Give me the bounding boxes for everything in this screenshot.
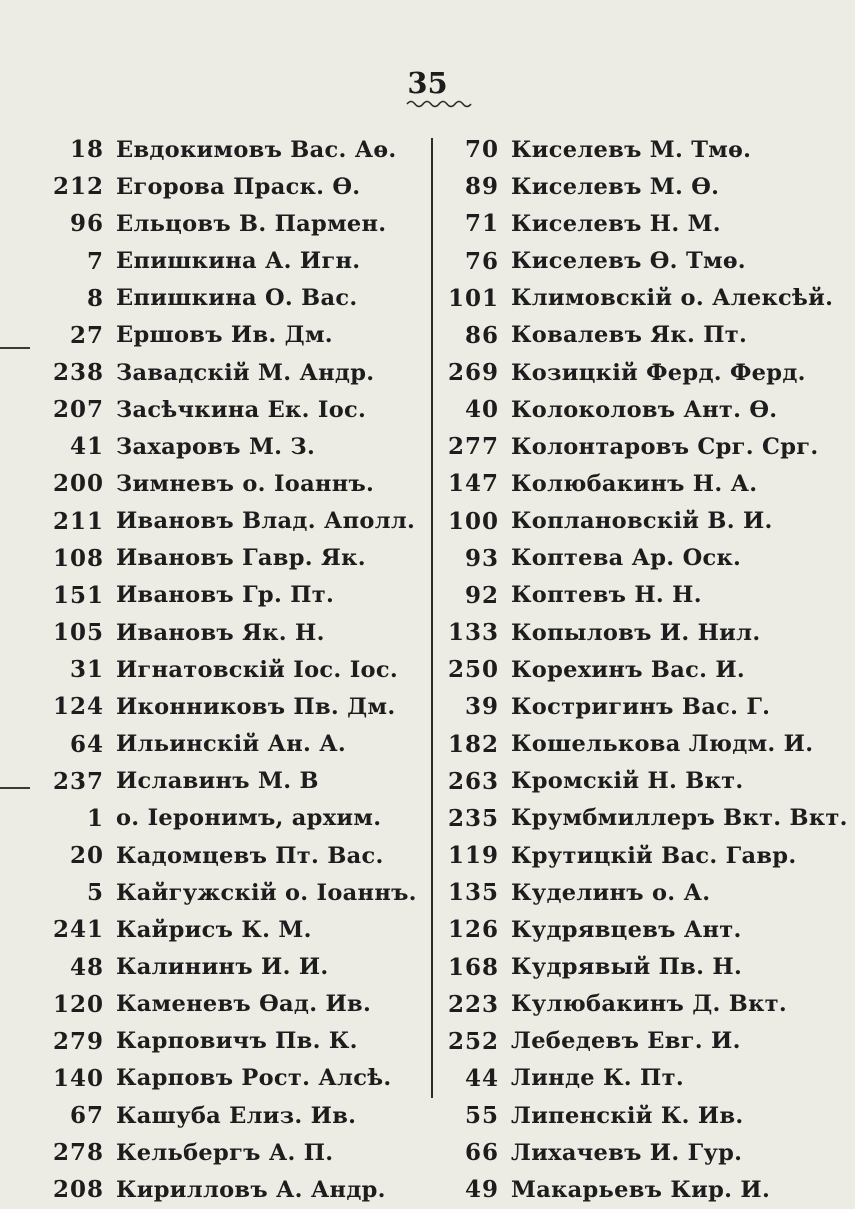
entry-number: 55 (464, 1102, 499, 1130)
list-item (0, 837, 428, 874)
entry-number: 39 (464, 693, 499, 721)
entry-number: 89 (464, 173, 499, 201)
entry-number: 31 (69, 656, 104, 684)
entry-name: Ершовъ Ив. Дм. (116, 322, 333, 349)
entry-name: Иконниковъ Пв. Дм. (116, 693, 396, 720)
list-item (0, 688, 428, 725)
entry-name: Зимневъ о. Іоаннъ. (116, 470, 375, 497)
entry-name: Копыловъ И. Нил. (511, 619, 761, 646)
entry-name: Коптева Ар. Оск. (511, 545, 742, 572)
entry-number: 208 (52, 1176, 104, 1204)
list-item (436, 651, 855, 688)
entry-name: Ивановъ Гр. Пт. (116, 582, 335, 609)
entry-number: 40 (464, 396, 499, 424)
entry-name: Лебедевъ Евг. И. (511, 1028, 741, 1055)
entry-number: 49 (464, 1176, 499, 1204)
entry-name: Ивановъ Як. Н. (116, 619, 325, 646)
entry-number: 252 (447, 1027, 499, 1055)
list-item (0, 354, 428, 391)
entry-number: 126 (447, 916, 499, 944)
entry-name: Крутицкій Вас. Гавр. (511, 842, 797, 869)
list-item (0, 391, 428, 428)
list-item (436, 614, 855, 651)
entry-number: 238 (52, 359, 104, 387)
entry-number: 64 (69, 730, 104, 758)
entry-name: Кошелькова Людм. И. (511, 731, 814, 758)
entry-number: 66 (464, 1139, 499, 1167)
entry-name: Захаровъ М. З. (116, 433, 316, 460)
list-item (436, 280, 855, 317)
entry-number: 120 (52, 990, 104, 1018)
entry-name: Кудрявый Пв. Н. (511, 954, 743, 981)
list-item (0, 428, 428, 465)
entry-number: 108 (52, 544, 104, 572)
list-item (0, 503, 428, 540)
entry-number: 1 (86, 804, 104, 832)
entry-name: Ивановъ Влад. Аполл. (116, 508, 416, 535)
entry-number: 18 (69, 136, 104, 164)
list-item (436, 726, 855, 763)
entry-name: Лихачевъ И. Гур. (511, 1139, 743, 1166)
entry-number: 27 (69, 321, 104, 349)
list-item (436, 168, 855, 205)
list-item (0, 1023, 428, 1060)
list-item (0, 131, 428, 168)
entry-number: 237 (52, 767, 104, 795)
entry-name: Иславинъ М. В (116, 768, 319, 795)
entry-number: 44 (464, 1064, 499, 1092)
list-item (0, 614, 428, 651)
list-item (0, 1060, 428, 1097)
list-item (436, 540, 855, 577)
entry-name: Колонтаровъ Срг. Срг. (511, 433, 819, 460)
entry-name: Ивановъ Гавр. Як. (116, 545, 366, 572)
entry-name: Ильинскій Ан. А. (116, 731, 346, 758)
list-item (436, 428, 855, 465)
list-item (436, 354, 855, 391)
entry-number: 151 (52, 581, 104, 609)
ornament-divider (406, 98, 472, 110)
page-number: 35 (407, 66, 448, 100)
list-item (436, 837, 855, 874)
entry-name: Карповичъ Пв. К. (116, 1028, 358, 1055)
list-item (0, 540, 428, 577)
entry-number: 71 (464, 210, 499, 238)
entry-number: 124 (52, 693, 104, 721)
list-item (0, 242, 428, 279)
list-item (436, 948, 855, 985)
list-item (436, 1097, 855, 1134)
entry-name: Макарьевъ Кир. И. (511, 1176, 771, 1203)
list-item (436, 242, 855, 279)
list-item (0, 280, 428, 317)
entry-number: 93 (464, 544, 499, 572)
entry-name: Коплановскій В. И. (511, 508, 773, 535)
entry-number: 7 (86, 247, 104, 275)
entry-name: Колюбакинъ Н. А. (511, 470, 758, 497)
column-divider (431, 138, 433, 1098)
list-item (436, 986, 855, 1023)
entry-name: Киселевъ Ѳ. Тмѳ. (511, 248, 746, 275)
list-item (0, 948, 428, 985)
entry-name: Кирилловъ А. Андр. (116, 1176, 386, 1203)
entry-number: 279 (52, 1027, 104, 1055)
list-item (436, 763, 855, 800)
entry-number: 269 (447, 359, 499, 387)
entry-name: Карповъ Рост. Алсѣ. (116, 1065, 392, 1092)
list-item (0, 1134, 428, 1171)
entry-name: Епишкина А. Игн. (116, 248, 361, 275)
entry-number: 147 (447, 470, 499, 498)
entry-name: Кадомцевъ Пт. Вас. (116, 842, 384, 869)
list-item (0, 986, 428, 1023)
entry-number: 100 (447, 507, 499, 535)
entry-name: Линде К. Пт. (511, 1065, 684, 1092)
entry-name: Куделинъ о. А. (511, 879, 711, 906)
entry-number: 182 (447, 730, 499, 758)
entry-name: Липенскій К. Ив. (511, 1102, 744, 1129)
entry-name: Калининъ И. И. (116, 954, 329, 981)
entry-name: Евдокимовъ Вас. Аѳ. (116, 136, 397, 163)
list-item (436, 1023, 855, 1060)
entry-name: Кулюбакинъ Д. Вкт. (511, 991, 788, 1018)
entry-number: 5 (86, 879, 104, 907)
list-item (436, 131, 855, 168)
entry-number: 140 (52, 1064, 104, 1092)
list-item (0, 168, 428, 205)
entry-number: 277 (447, 433, 499, 461)
list-item (0, 1097, 428, 1134)
list-item (436, 577, 855, 614)
list-item (436, 688, 855, 725)
list-item (0, 577, 428, 614)
entry-name: Кашуба Елиз. Ив. (116, 1102, 357, 1129)
list-item (436, 1134, 855, 1171)
entry-number: 133 (447, 619, 499, 647)
entry-number: 207 (52, 396, 104, 424)
entry-name: Климовскій о. Алексѣй. (511, 285, 834, 312)
entry-number: 86 (464, 321, 499, 349)
entry-number: 263 (447, 767, 499, 795)
entry-number: 8 (86, 284, 104, 312)
entry-number: 105 (52, 619, 104, 647)
entry-number: 223 (447, 990, 499, 1018)
entry-number: 241 (52, 916, 104, 944)
entry-number: 168 (447, 953, 499, 981)
list-item (436, 317, 855, 354)
entry-name: Засѣчкина Ек. Іос. (116, 396, 367, 423)
entry-name: о. Іеронимъ, архим. (116, 805, 382, 832)
entry-name: Епишкина О. Вас. (116, 285, 358, 312)
entry-number: 250 (447, 656, 499, 684)
entry-name: Колоколовъ Ант. Ѳ. (511, 396, 778, 423)
right-column (436, 131, 855, 1209)
list-item (0, 465, 428, 502)
entry-name: Кайгужскій о. Іоаннъ. (116, 879, 417, 906)
list-item (0, 651, 428, 688)
list-item (0, 726, 428, 763)
entry-number: 278 (52, 1139, 104, 1167)
list-item (436, 1060, 855, 1097)
entry-name: Кудрявцевъ Ант. (511, 916, 742, 943)
entry-number: 48 (69, 953, 104, 981)
entry-name: Кельбергъ А. П. (116, 1139, 334, 1166)
list-item (0, 205, 428, 242)
entry-name: Завадскій М. Андр. (116, 359, 375, 386)
entry-number: 235 (447, 804, 499, 832)
entry-number: 20 (69, 842, 104, 870)
list-item (0, 800, 428, 837)
list-item (436, 503, 855, 540)
list-item (436, 800, 855, 837)
entry-name: Егорова Праск. Ѳ. (116, 173, 361, 200)
list-item (436, 391, 855, 428)
entry-name: Кайрисъ К. М. (116, 916, 312, 943)
entry-number: 96 (69, 210, 104, 238)
entry-name: Корехинъ Вас. И. (511, 656, 746, 683)
entry-name: Каменевъ Ѳад. Ив. (116, 991, 372, 1018)
list-item (0, 317, 428, 354)
entry-name: Козицкій Ферд. Ферд. (511, 359, 806, 386)
entry-name: Крумбмиллеръ Вкт. Вкт. (511, 805, 848, 832)
entry-number: 101 (447, 284, 499, 312)
entry-number: 212 (52, 173, 104, 201)
list-item (0, 763, 428, 800)
list-item (436, 911, 855, 948)
list-item (436, 1171, 855, 1208)
entry-name: Киселевъ Н. М. (511, 210, 721, 237)
list-item (436, 465, 855, 502)
entry-name: Коптевъ Н. Н. (511, 582, 702, 609)
entry-number: 119 (447, 842, 499, 870)
entry-number: 92 (464, 581, 499, 609)
entry-number: 70 (464, 136, 499, 164)
entry-name: Игнатовскій Іос. Іос. (116, 656, 398, 683)
entry-number: 67 (69, 1102, 104, 1130)
entry-name: Ельцовъ В. Пармен. (116, 210, 387, 237)
list-item (436, 874, 855, 911)
entry-name: Кромскій Н. Вкт. (511, 768, 744, 795)
list-item (436, 205, 855, 242)
list-item (0, 911, 428, 948)
list-item (0, 874, 428, 911)
entry-number: 41 (69, 433, 104, 461)
entry-number: 200 (52, 470, 104, 498)
entry-number: 135 (447, 879, 499, 907)
left-column (0, 131, 428, 1209)
entry-number: 76 (464, 247, 499, 275)
entry-name: Костригинъ Вас. Г. (511, 693, 771, 720)
entry-name: Киселевъ М. Тмѳ. (511, 136, 752, 163)
list-item (0, 1171, 428, 1208)
entry-number: 211 (52, 507, 104, 535)
entry-name: Киселевъ М. Ѳ. (511, 173, 720, 200)
entry-name: Ковалевъ Як. Пт. (511, 322, 748, 349)
